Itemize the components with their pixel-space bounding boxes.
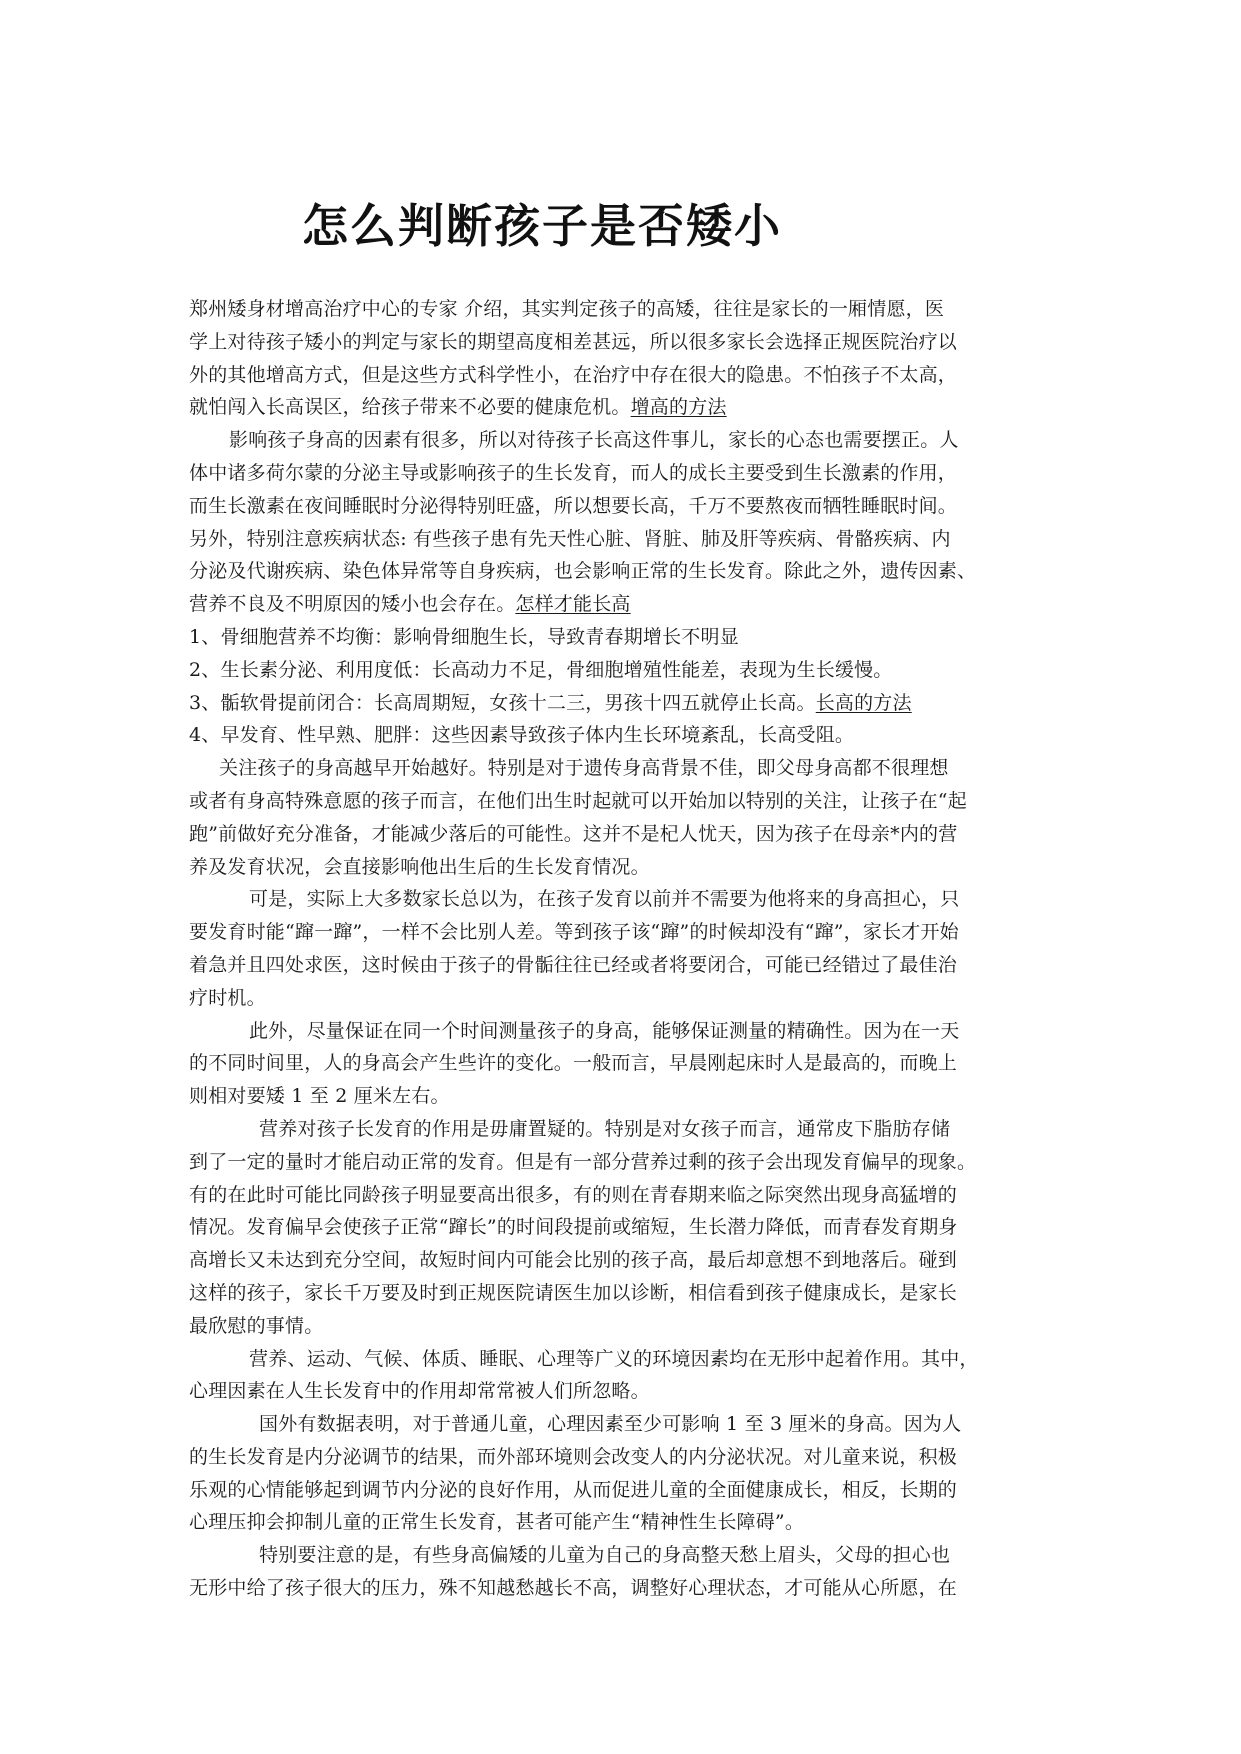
line-text: 郑州矮身材增高治疗中心的专家 介绍，其实判定孩子的高矮，往往是家长的一厢情愿，医 xyxy=(189,298,945,320)
line-text: 分泌及代谢疾病、染色体异常等自身疾病，也会影响正常的生长发育。除此之外，遗传因素、 xyxy=(189,560,977,583)
text-line xyxy=(189,1244,1079,1277)
text-line xyxy=(189,1310,1079,1343)
line-text: 跑”前做好充分准备，才能减少落后的可能性。这并不是杞人忧天，因为孩子在母亲*内的营 xyxy=(189,822,958,845)
line-text: 另外，特别注意疾病状态: 有些孩子患有先天性心脏、肾脏、肺及肝等疾病、骨骼疾病、内 xyxy=(189,527,951,550)
text-line xyxy=(189,490,1079,523)
line-text: 到了一定的量时才能启动正常的发育。但是有一部分营养过剩的孩子会出现发育偏早的现象。 xyxy=(189,1150,977,1173)
text-line xyxy=(189,1113,1079,1146)
line-text: 养及发育状况，会直接影响他出生后的生长发育情况。 xyxy=(189,855,650,878)
text-line xyxy=(189,588,1079,621)
line-text: 最欣慰的事情。 xyxy=(189,1314,324,1337)
text-line xyxy=(189,326,1079,359)
line-text: 4、早发育、性早熟、肥胖：这些因素导致孩子体内生长环境紊乱，长高受阻。 xyxy=(189,724,855,747)
text-line xyxy=(189,1080,1079,1113)
line-text: 或者有身高特殊意愿的孩子而言，在他们出生时起就可以开始加以特别的关注，让孩子在“起 xyxy=(189,789,967,812)
line-text: 特别要注意的是，有些身高偏矮的儿童为自己的身高整天愁上眉头，父母的担心也 xyxy=(259,1544,951,1567)
line-text: 的生长发育是内分泌调节的结果，而外部环境则会改变人的内分泌状况。对儿童来说，积极 xyxy=(189,1445,958,1468)
text-line xyxy=(189,1572,1079,1605)
line-text: 1、骨细胞营养不均衡：影响骨细胞生长，导致青春期增长不明显 xyxy=(189,625,739,648)
text-line xyxy=(189,719,1079,752)
text-line xyxy=(189,424,1079,457)
text-line xyxy=(189,752,1079,785)
line-text: 心理压抑会抑制儿童的正常生长发育，甚者可能产生“精神性生长障碍”。 xyxy=(189,1511,805,1534)
text-line xyxy=(189,1211,1079,1244)
line-text: 国外有数据表明，对于普通儿童，心理因素至少可影响 1 至 3 厘米的身高。因为人 xyxy=(259,1413,962,1436)
text-line xyxy=(189,687,1079,720)
line-text: 乐观的心情能够起到调节内分泌的良好作用，从而促进儿童的全面健康成长，相反，长期的 xyxy=(189,1478,958,1501)
inline-link[interactable]: 增高的方法 xyxy=(630,396,727,419)
text-line xyxy=(189,293,1079,326)
line-text: 高增长又未达到充分空间，故短时间内可能会比别的孩子高，最后却意想不到地落后。碰到 xyxy=(189,1249,958,1272)
text-line xyxy=(189,1343,1079,1376)
article-body xyxy=(189,293,1079,1605)
line-text: 则相对要矮 1 至 2 厘米左右。 xyxy=(189,1085,450,1108)
text-line xyxy=(189,982,1079,1015)
text-line xyxy=(189,359,1079,392)
line-text: 无形中给了孩子很大的压力，殊不知越愁越长不高，调整好心理状态，才可能从心所愿，在 xyxy=(189,1577,958,1600)
line-text: 关注孩子的身高越早开始越好。特别是对于遗传身高背景不佳，即父母身高都不很理想 xyxy=(219,757,949,780)
line-text: 心理因素在人生长发育中的作用却常常被人们所忽略。 xyxy=(189,1380,650,1403)
line-text: 影响孩子身高的因素有很多，所以对待孩子长高这件事儿，家长的心态也需要摆正。人 xyxy=(229,429,959,452)
line-text: 情况。发育偏早会使孩子正常“蹿长”的时间段提前或缩短，生长潜力降低，而青春发育期身 xyxy=(189,1216,958,1239)
text-line xyxy=(189,391,1079,424)
line-text: 而生长激素在夜间睡眠时分泌得特别旺盛，所以想要长高，千万不要熬夜而牺牲睡眠时间。 xyxy=(189,494,958,517)
line-text: 营养对孩子长发育的作用是毋庸置疑的。特别是对女孩子而言，通常皮下脂肪存储 xyxy=(259,1117,951,1140)
text-line xyxy=(189,1146,1079,1179)
text-line xyxy=(189,1179,1079,1212)
text-line xyxy=(189,1047,1079,1080)
text-line xyxy=(189,1539,1079,1572)
text-line xyxy=(189,1408,1079,1441)
line-text: 3、骺软骨提前闭合：长高周期短，女孩十二三，男孩十四五就停止长高。 xyxy=(189,691,816,714)
text-line xyxy=(189,1441,1079,1474)
line-text: 外的其他增高方式，但是这些方式科学性小，在治疗中存在很大的隐患。不怕孩子不太高， xyxy=(189,363,958,386)
text-line xyxy=(189,785,1079,818)
text-line xyxy=(189,883,1079,916)
text-line xyxy=(189,1277,1079,1310)
text-line xyxy=(189,949,1079,982)
text-line xyxy=(189,818,1079,851)
inline-link[interactable]: 怎样才能长高 xyxy=(515,593,631,616)
text-line xyxy=(189,457,1079,490)
line-text: 2、生长素分泌、利用度低：长高动力不足，骨细胞增殖性能差，表现为生长缓慢。 xyxy=(189,658,893,681)
text-line xyxy=(189,1474,1079,1507)
text-line xyxy=(189,851,1079,884)
inline-link[interactable]: 长高的方法 xyxy=(815,691,912,714)
line-text: 学上对待孩子矮小的判定与家长的期望高度相差甚远，所以很多家长会选择正规医院治疗以 xyxy=(189,330,958,353)
line-text: 疗时机。 xyxy=(189,986,266,1009)
line-text: 体中诸多荷尔蒙的分泌主导或影响孩子的生长发育，而人的成长主要受到生长激素的作用， xyxy=(189,461,958,484)
line-text: 这样的孩子，家长千万要及时到正规医院请医生加以诊断，相信看到孩子健康成长，是家长 xyxy=(189,1281,958,1304)
line-text: 就怕闯入长高误区，给孩子带来不必要的健康危机。 xyxy=(189,396,631,419)
text-line xyxy=(189,1506,1079,1539)
text-line xyxy=(189,654,1079,687)
line-text: 要发育时能“蹿一蹿”，一样不会比别人差。等到孩子该“蹿”的时候却没有“蹿”，家长才开始 xyxy=(189,921,959,944)
text-line xyxy=(189,916,1079,949)
line-text: 营养、运动、气候、体质、睡眠、心理等广义的环境因素均在无形中起着作用。其中， xyxy=(249,1347,979,1370)
line-text: 此外，尽量保证在同一个时间测量孩子的身高，能够保证测量的精确性。因为在一天 xyxy=(249,1019,960,1042)
line-text: 有的在此时可能比同龄孩子明显要高出很多，有的则在青春期来临之际突然出现身高猛增的 xyxy=(189,1183,958,1206)
text-line xyxy=(189,523,1079,556)
text-line xyxy=(189,555,1079,588)
page-title: 怎么判断孩子是否矮小 xyxy=(302,199,782,253)
line-text: 营养不良及不明原因的矮小也会存在。 xyxy=(189,593,516,616)
line-text: 着急并且四处求医，这时候由于孩子的骨骺往往已经或者将要闭合，可能已经错过了最佳治 xyxy=(189,953,958,976)
text-line xyxy=(189,1375,1079,1408)
line-text: 的不同时间里，人的身高会产生些许的变化。一般而言，早晨刚起床时人是最高的，而晚上 xyxy=(189,1052,958,1075)
line-text: 可是，实际上大多数家长总以为，在孩子发育以前并不需要为他将来的身高担心，只 xyxy=(249,888,960,911)
text-line xyxy=(189,621,1079,654)
text-line xyxy=(189,1015,1079,1048)
